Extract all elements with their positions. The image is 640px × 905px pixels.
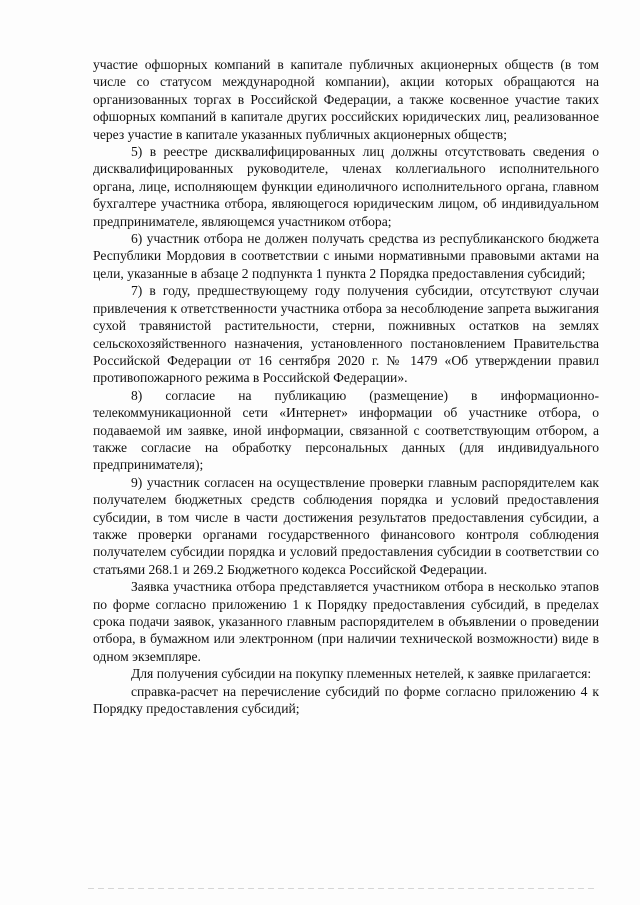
paragraph-attachments-intro: Для получения субсидии на покупку племенных нетелей, к заявке прилагается: bbox=[131, 666, 592, 682]
paragraph-item-5: 5) в реестре дисквалифицированных лиц должны отсутствовать сведения о дисквалифицированных руководителе, членах коллегиального исполнительного органа, лице, исполняющем функции единоличного исполнительного органа, главном бухгалтере участника отбора, являющегося юридическим лицом, об индивидуальном предпринимателе, являющемся участником отбора; bbox=[93, 144, 599, 229]
paragraph-application: Заявка участника отбора представляется участником отбора в несколько этапов по форме согласно приложению 1 к Порядку предоставления субсидий, в пределах срока подачи заявок, указанного главным распорядителем в объявлении о проведении отбора, в бумажном или электронном (при наличии технической возможности) виде в одном экземпляре. bbox=[93, 579, 599, 664]
paragraph-item-9: 9) участник согласен на осуществление проверки главным распорядителем как получателем бюджетных средств соблюдения порядка и условий предоставления субсидии, в том числе в части достижения результатов предоставления субсидии, а также проверки органами государственного финансового контроля соблюдения получателем субсидии порядка и условий предоставления субсидии в соответствии со статьями 268.1 и 269.2 Бюджетного кодекса Российской Федерации. bbox=[93, 474, 599, 577]
document-body bbox=[93, 56, 599, 717]
scan-bottom-edge bbox=[88, 888, 598, 889]
paragraph-item-6: 6) участник отбора не должен получать средства из республиканского бюджета Республики Мордовия в соответствии с иными нормативными правовыми актами на цели, указанные в абзаце 2 подпункта 1 пункта 2 Порядка предоставления субсидий; bbox=[93, 231, 599, 281]
paragraph-item-8: 8) согласие на публикацию (размещение) в информационно-телекоммуникационной сети «Интернет» информации об участнике отбора, о подаваемой им заявке, иной информации, связанной с соответствующим отбором, а также согласие на обработку персональных данных (для индивидуального предпринимателя); bbox=[93, 387, 599, 473]
paragraph-item-7: 7) в году, предшествующему году получения субсидии, отсутствуют случаи привлечения к ответственности участника отбора за несоблюдение запрета выжигания сухой травянистой растительности, стерни, пожнивных остатков на землях сельскохозяйственного назначения, установленного постановлением Правительства Российской Федерации от 16 сентября 2020 г. № 1479 «Об утверждении правил противопожарного режима в Российской Федерации». bbox=[93, 283, 599, 386]
paragraph-calculation-certificate: справка-расчет на перечисление субсидий по форме согласно приложению 4 к Порядку предоставления субсидий; bbox=[93, 683, 599, 717]
paragraph-continuation: участие офшорных компаний в капитале публичных акционерных обществ (в том числе со статусом международной компании), акции которых обращаются на организованных торгах в Российской Федерации, а также косвенное участие таких офшорных компаний в капитале других российских юридических лиц, реализованное через участие в капитале указанных публичных акционерных обществ; bbox=[93, 57, 599, 142]
